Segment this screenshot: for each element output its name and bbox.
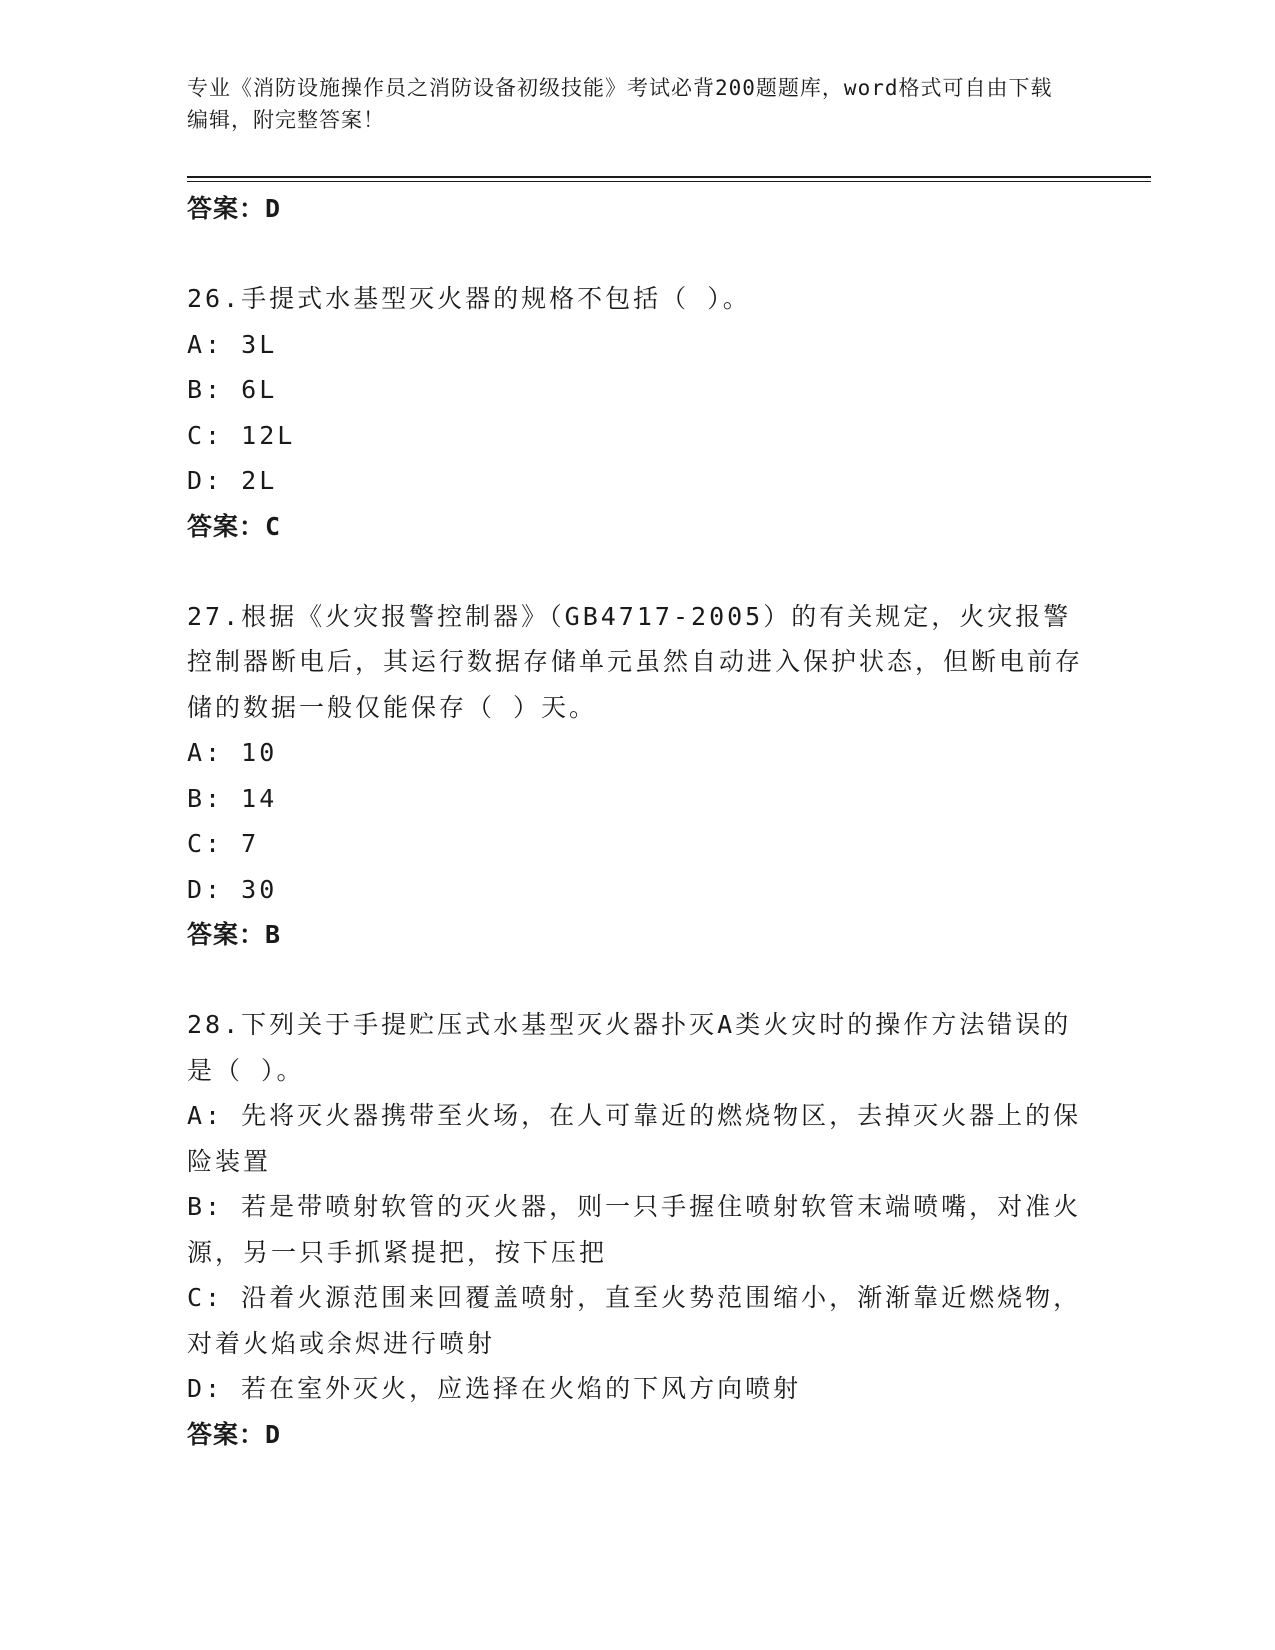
option-b: B: 14	[187, 783, 278, 813]
option-b: B: 6L	[187, 375, 278, 404]
question-text: 28.下列关于手提贮压式水基型灭火器扑灭A类火灾时的操作方法错误的是（ ）。	[187, 1010, 1072, 1085]
header-divider-thick	[187, 176, 1151, 178]
question-list	[187, 186, 1087, 1457]
option-d: D: 2L	[187, 466, 278, 495]
option-a: A: 3L	[187, 329, 278, 359]
option-a: A: 10	[187, 738, 278, 767]
option-d: D: 30	[187, 874, 278, 904]
question-answer: 答案：C	[187, 511, 282, 541]
option-d: D: 若在室外灭火，应选择在火焰的下风方向喷射	[187, 1374, 802, 1403]
question-item-27	[187, 594, 1087, 958]
previous-answer: 答案：D	[187, 194, 282, 223]
option-c: C: 12L	[187, 420, 296, 450]
question-text: 27.根据《火灾报警控制器》（GB4717-2005）的有关规定，火灾报警控制器断电后，其运行数据存储单元虽然自动进入保护状态，但断电前存储的数据一般仅能保存（ ）天。	[187, 601, 1084, 722]
question-answer: 答案：B	[187, 920, 282, 949]
question-item-26	[187, 276, 1087, 549]
question-item-28	[187, 1002, 1087, 1457]
question-answer: 答案：D	[187, 1419, 282, 1449]
document-header: 专业《消防设施操作员之消防设备初级技能》考试必背200题题库，word格式可自由下载编辑，附完整答案！	[187, 76, 1053, 132]
question-text: 26.手提式水基型灭火器的规格不包括（ ）。	[187, 284, 751, 313]
option-c: C: 7	[187, 829, 260, 858]
option-c: C: 沿着火源范围来回覆盖喷射，直至火势范围缩小，渐渐靠近燃烧物，对着火焰或余烬进行喷射	[187, 1283, 1082, 1358]
option-b: B: 若是带喷射软管的灭火器，则一只手握住喷射软管末端喷嘴，对准火源，另一只手抓紧提把，按下压把	[187, 1192, 1082, 1267]
option-a: A: 先将灭火器携带至火场，在人可靠近的燃烧物区，去掉灭火器上的保险装置	[187, 1101, 1082, 1176]
header-divider-thin	[187, 181, 1151, 182]
